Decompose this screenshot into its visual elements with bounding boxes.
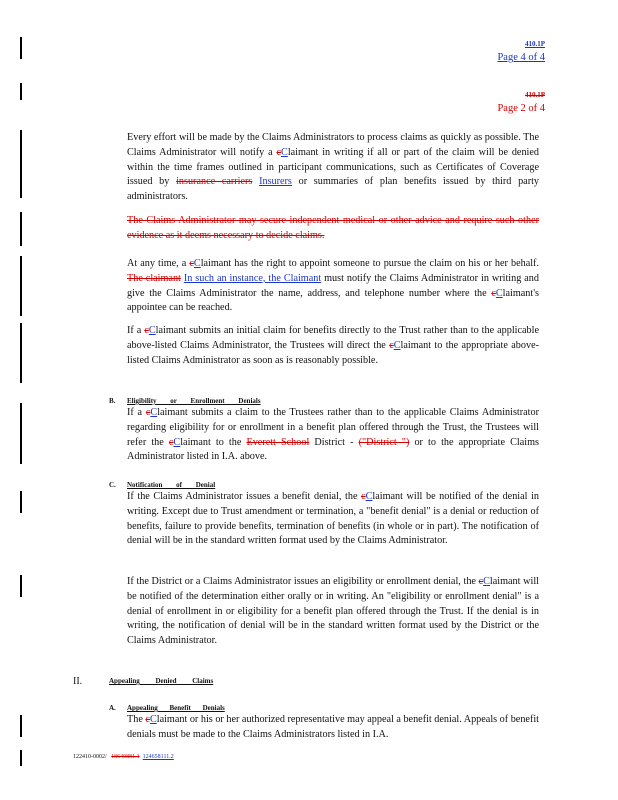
section-heading: Appealing Denied Claims (109, 677, 214, 685)
change-bar (20, 83, 22, 100)
section-letter: C. (109, 481, 116, 489)
paragraph-direct-trust: If a cClaimant submits an initial claim for benefits directly to the Trust rather than to the applicable above-listed Claims Administrator, the Trustees will direct the cClaimant to the appropriate above-listed Claims Administrator as soon as is reasonably possible. (127, 325, 539, 366)
page-header-inserted (420, 38, 545, 64)
change-bar (20, 256, 22, 316)
section-heading: Notification of Denial (127, 481, 216, 489)
paragraph-appoint: At any time, a cClaimant has the right to appoint someone to pursue the claim on his or her behalf. The claimant In such an instance, the Claimant must notify the Claims Administrator in writing and give the Claims Administrator the name, address, and telephone number where the cClaimant's appointee can be reached. (127, 258, 539, 314)
change-bar (20, 750, 22, 766)
section-letter: A. (109, 704, 116, 712)
paragraph-appeals: The cClaimant or his or her authorized representative may appeal a benefit denial. Appeals of benefit denials must be made to the Claims Administrators listed in I.A. (127, 714, 539, 740)
change-bar (20, 575, 22, 597)
change-bar (20, 130, 22, 198)
page-number: Page 4 of 4 (497, 52, 545, 63)
footer-doc-number: 122410-0002/ 18640881.1 124658111.2 (73, 754, 174, 760)
change-bar (20, 212, 22, 246)
section-heading: Eligibility or Enrollment Denials (127, 397, 261, 405)
change-bar (20, 715, 22, 737)
change-bar (20, 403, 22, 464)
paragraph-eligibility: If a cClaimant submits a claim to the Trustees rather than to the applicable Claims Administrator regarding eligibility for or enrollment in a benefit plan offered through the Trust, the Trustees will refer the cClaimant to the Everett School District - ("District ") or to the appropriate Claims Administrator listed in I.A. above. (127, 407, 540, 463)
section-heading: Appealing Benefit Denials (127, 704, 225, 712)
paragraph-eligibility-denial: If the District or a Claims Administrator issues an eligibility or enrollment denial, the cClaimant will be notified of the determination either orally or in writing. An "eligibility or enrollment denial" is a denial of enrollment in or eligibility for a benefit plan offered through the Trust. If the denial is in writing, the notification of denial will be in the standard written format used by the District or the Claims Administrator. (127, 576, 539, 647)
policy-ref: 410.1P (524, 91, 545, 99)
paragraph-notification: If the Claims Administrator issues a benefit denial, the cClaimant will be notified of the denial in writing. Except due to Trust amendment or termination, a "benefit denial" is a denial or reduction of benefits, failure to provide benefits, termination of benefits (in whole or in part). The notification of denial will be in the standard written format used by the Claims Administrator. (127, 491, 539, 547)
paragraph-processing: Every effort will be made by the Claims Administrators to process claims as quickly as possible. The Claims Administrator will notify a cClaimant in writing if all or part of the claim will be denied within the time frames outlined in participant communications, such as Certificates of Coverage issued by insurance carriers Insurers or summaries of plan benefits issued by third party administrators. (127, 132, 540, 203)
change-bar (20, 37, 22, 59)
section-letter: B. (109, 397, 116, 405)
change-bar (20, 491, 22, 513)
paragraph-deleted-advice: The Claims Administrator may secure independent medical or other advice and require such other evidence as it deems necessary to decide claims. (127, 215, 539, 241)
section-number: II. (73, 676, 83, 687)
page-header-deleted (420, 89, 545, 115)
policy-ref: 410.1P (524, 40, 545, 48)
change-bar (20, 323, 22, 383)
page-number: Page 2 of 4 (497, 103, 545, 114)
